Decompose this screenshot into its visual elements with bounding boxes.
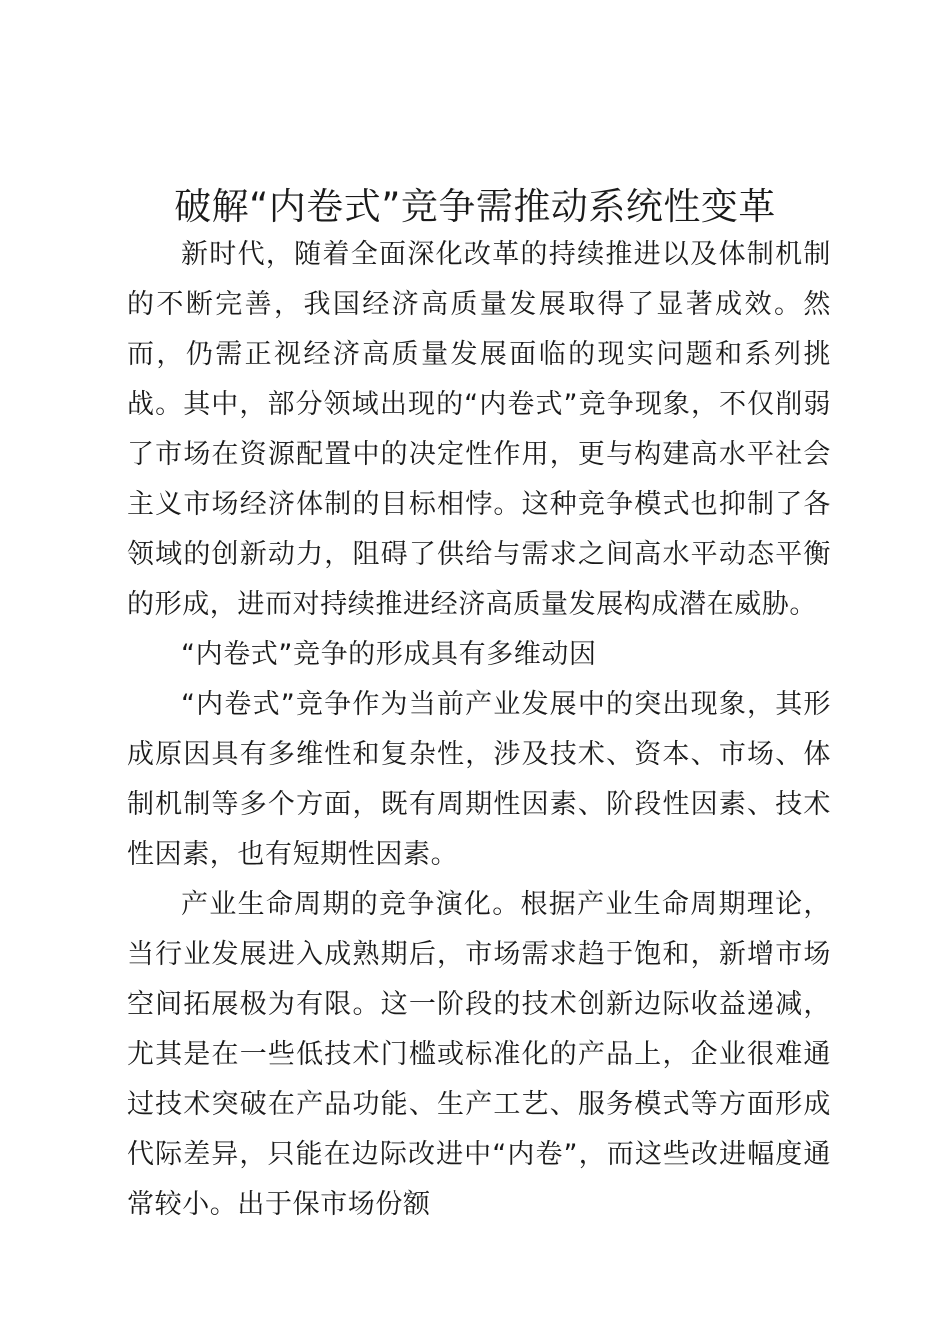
section-paragraph-2: 产业生命周期的竞争演化。根据产业生命周期理论，当行业发展进入成熟期后，市场需求趋于饱和，新增市场空间拓展极为有限。这一阶段的技术创新边际收益递减，尤其是在一些低技术门槛或标准化的产品上，企业很难通过技术突破在产品功能、生产工艺、服务模式等方面形成代际差异，只能在边际改进中“内卷”，而这些改进幅度通常较小。出于保市场份额 xyxy=(127,889,831,1220)
intro-paragraph: 新时代，随着全面深化改革的持续推进以及体制机制的不断完善，我国经济高质量发展取得了显著成效。然而，仍需正视经济高质量发展面临的现实问题和系列挑战。其中，部分领域出现的“内卷式”竞争现象，不仅削弱了市场在资源配置中的决定性作用，更与构建高水平社会主义市场经济体制的目标相悖。这种竞争模式也抑制了各领域的创新动力，阻碍了供给与需求之间高水平动态平衡的形成，进而对持续推进经济高质量发展构成潜在威胁。 xyxy=(127,239,831,620)
section-paragraph-1: “内卷式”竞争作为当前产业发展中的突出现象，其形成原因具有多维性和复杂性，涉及技术、资本、市场、体制机制等多个方面，既有周期性因素、阶段性因素、技术性因素，也有短期性因素。 xyxy=(127,689,831,870)
section-heading: “内卷式”竞争的形成具有多维动因 xyxy=(181,639,597,670)
document-body xyxy=(127,230,831,1230)
document-title: 破解“内卷式”竞争需推动系统性变革 xyxy=(174,185,776,228)
